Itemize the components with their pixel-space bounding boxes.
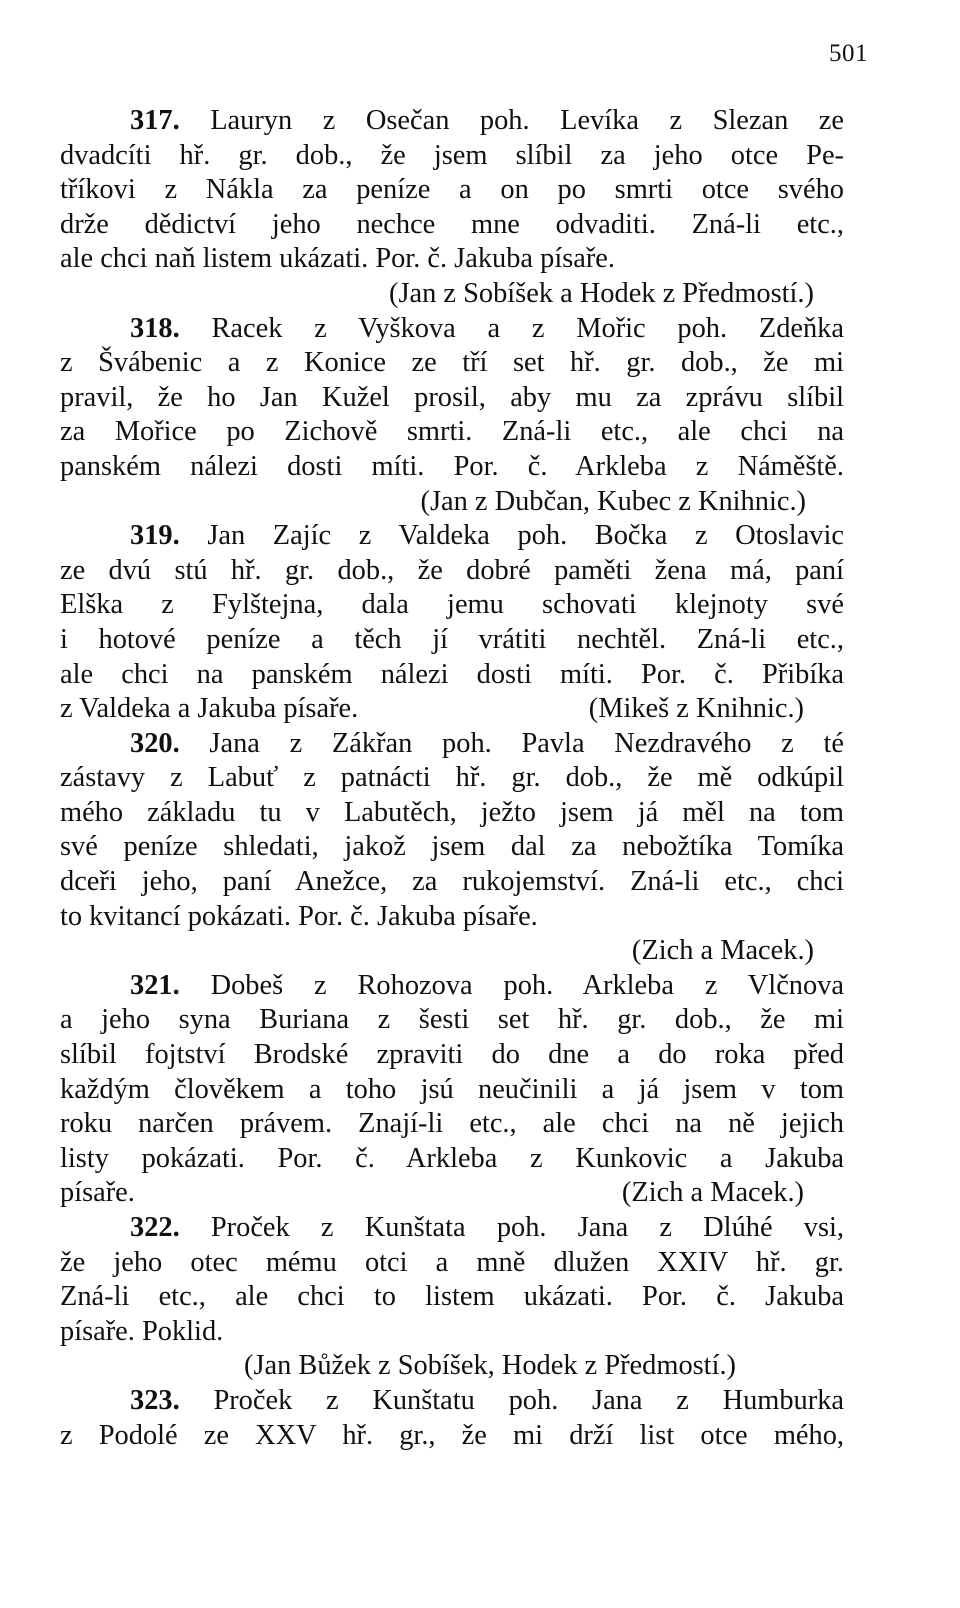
entry-first-line <box>60 727 844 762</box>
page-number: 501 <box>829 40 868 67</box>
entry-318 <box>60 312 844 520</box>
entry-line: z Podolé ze XXV hř. gr., že mi drží list otce mého, <box>60 1419 844 1451</box>
entry-line: drže dědictví jeho nechce mne odvaditi. Zná-li etc., <box>60 208 844 240</box>
entry-line: a jeho syna Buriana z šesti set hř. gr. dob., že mi <box>60 1004 844 1036</box>
entry-line: to kvitancí pokázati. Por. č. Jakuba písaře. <box>60 900 538 932</box>
entry-322 <box>60 1211 844 1384</box>
entry-witnesses: (Mikeš z Knihnic.) <box>588 693 804 725</box>
entry-line: panském nálezi dosti míti. Por. č. Arkleba z Náměště. <box>60 450 844 482</box>
entry-first-line <box>60 969 844 1004</box>
entry-line: i hotové peníze a těch jí vrátiti nechtěl. Zná-li etc., <box>60 623 844 655</box>
entry-witnesses: (Jan z Sobíšek a Hodek z Předmostí.) <box>389 277 814 309</box>
entry-text: Dobeš z Rohozova poh. Arkleba z Vlčnova <box>210 969 844 1001</box>
entry-first-line <box>60 519 844 554</box>
entry-text: Jan Zajíc z Valdeka poh. Bočka z Otoslavic <box>207 520 844 552</box>
entry-line: písaře. <box>60 1177 135 1209</box>
entry-first-line <box>60 104 844 139</box>
entry-witnesses: (Jan z Dubčan, Kubec z Knihnic.) <box>420 485 806 517</box>
entry-line: ze dvú stú hř. gr. dob., že dobré paměti žena má, paní <box>60 554 844 586</box>
entry-line: dceři jeho, paní Anežce, za rukojemství. Zná-li etc., chci <box>60 866 844 898</box>
entry-320 <box>60 727 844 969</box>
entry-closing-line <box>60 692 844 727</box>
entry-323 <box>60 1384 844 1453</box>
entry-number: 323. <box>130 1384 180 1416</box>
entry-line: z Valdeka a Jakuba písaře. <box>60 693 359 725</box>
entry-text: Lauryn z Osečan poh. Levíka z Slezan ze <box>210 105 844 136</box>
entry-witnesses: (Zich a Macek.) <box>631 935 814 967</box>
entry-text: Racek z Vyškova a z Mořic poh. Zdeňka <box>211 312 844 344</box>
entry-number: 320. <box>130 727 180 759</box>
entry-line: své peníze shledati, jakož jsem dal za nebožtíka Tomíka <box>60 831 844 863</box>
entry-line: listy pokázati. Por. č. Arkleba z Kunkovic a Jakuba <box>60 1142 844 1174</box>
entry-line: písaře. Poklid. <box>60 1315 224 1347</box>
entry-line: mého základu tu v Labutěch, ježto jsem já měl na tom <box>60 796 844 828</box>
entry-line: ale chci na panském nálezi dosti míti. Por. č. Přibíka <box>60 658 844 690</box>
entry-text: Proček z Kunštatu poh. Jana z Humburka <box>213 1384 844 1416</box>
entry-line: zástavy z Labuť z patnácti hř. gr. dob., že mě odkúpil <box>60 762 844 794</box>
entry-number: 321. <box>130 969 180 1001</box>
entry-line: Elška z Fylštejna, dala jemu schovati klejnoty své <box>60 589 844 621</box>
entry-number: 319. <box>130 520 180 552</box>
entry-number: 317. <box>130 105 180 136</box>
entry-line: každým člověkem a toho jsú neučinili a já jsem v tom <box>60 1073 844 1105</box>
entry-first-line <box>60 1384 844 1419</box>
entry-first-line <box>60 312 844 347</box>
entry-319 <box>60 519 844 727</box>
entry-line: pravil, že ho Jan Kužel prosil, aby mu za zprávu slíbil <box>60 381 844 413</box>
entry-number: 322. <box>130 1212 180 1243</box>
entry-line: roku narčen právem. Znají-li etc., ale chci na ně jejich <box>60 1108 844 1140</box>
page-content <box>60 104 844 1453</box>
entry-line: že jeho otec mému otci a mně dlužen XXIV hř. gr. <box>60 1246 844 1278</box>
entry-line: tříkovi z Nákla za peníze a on po smrti otce svého <box>60 174 844 206</box>
entry-closing-line <box>60 1176 844 1211</box>
entry-number: 318. <box>130 312 180 344</box>
entry-witnesses: (Jan Bůžek z Sobíšek, Hodek z Předmostí.) <box>244 1350 737 1382</box>
entry-witnesses: (Zich a Macek.) <box>621 1177 804 1209</box>
entry-text: Jana z Zákřan poh. Pavla Nezdravého z té <box>209 727 844 759</box>
entry-line: z Švábenic a z Konice ze tří set hř. gr. dob., že mi <box>60 347 844 379</box>
entry-317 <box>60 104 844 312</box>
entry-line: slíbil fojtství Brodské zpraviti do dne a do roka před <box>60 1039 844 1071</box>
entry-first-line <box>60 1211 844 1246</box>
entry-line: za Mořice po Zichově smrti. Zná-li etc., ale chci na <box>60 416 844 448</box>
entry-text: Proček z Kunštata poh. Jana z Dlúhé vsi, <box>210 1212 844 1243</box>
entry-line: Zná-li etc., ale chci to listem ukázati. Por. č. Jakuba <box>60 1281 844 1313</box>
entry-line: dvadcíti hř. gr. dob., že jsem slíbil za jeho otce Pe- <box>60 139 844 171</box>
entry-line: ale chci naň listem ukázati. Por. č. Jakuba písaře. <box>60 243 616 275</box>
entry-321 <box>60 969 844 1211</box>
